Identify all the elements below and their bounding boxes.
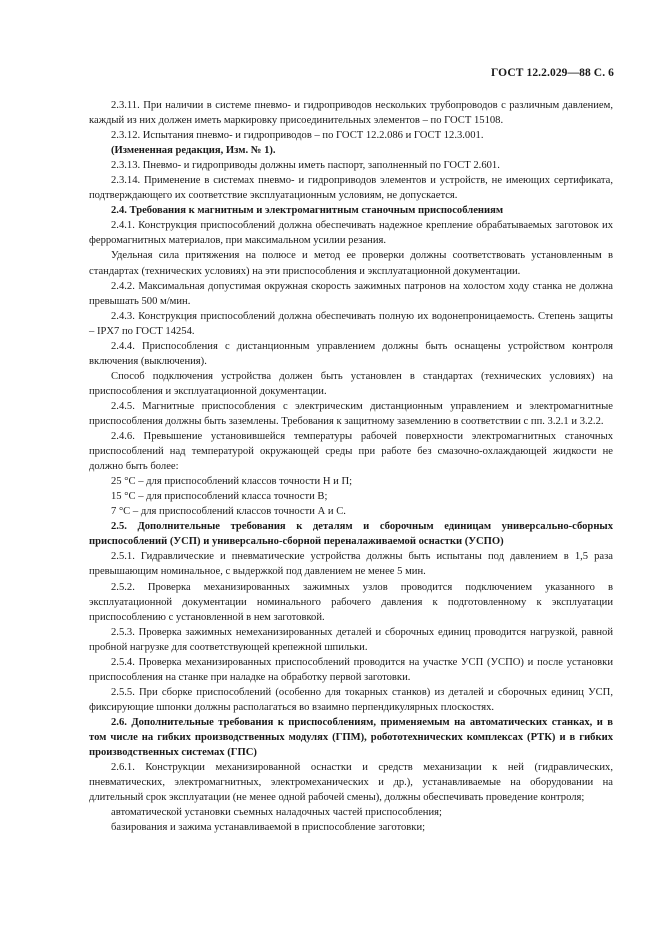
paragraph-2-6-1: 2.6.1. Конструкции механизированной оснастки и средств механизации к ней (гидравлических, пневматических, электромагнитных, электромеханических и др.), устанавливаемые на оборудовании на длительный срок эксплуатации (не менее одной рабочей смены), должны обеспечивать проведение контроля; (89, 762, 613, 804)
section-heading-2-6: 2.6. Дополнительные требования к приспособлениям, применяемым на автоматических станках, и в том числе на гибких производственных модулях (ГПМ), робототехнических комплексах (РТК) и в гибких производственных системах (ГПС) (89, 716, 613, 759)
list-item-temp-25: 25 °С – для приспособлений классов точности Н и П; (111, 476, 353, 488)
list-item-auto-install: автоматической установки съемных наладочных частей приспособления; (111, 807, 442, 819)
paragraph-2-5-2: 2.5.2. Проверка механизированных зажимных узлов проводится подключением указанного в эксплуатационной документации номинального рабочего давления к подготовленному к эксплуатации приспособлению с установленной в нем заготовкой. (89, 581, 613, 623)
paragraph-attraction-force: Удельная сила притяжения на полюсе и метод ее проверки должны соответствовать установленным в стандартах (технических условиях) на эти приспособления и эксплуатационной документации. (89, 250, 613, 277)
paragraph-2-4-1: 2.4.1. Конструкция приспособлений должна обеспечивать надежное крепление обрабатываемых заготовок их ферромагнитных материалов, при максимальном усилии резания. (89, 220, 613, 247)
section-heading-2-5: 2.5. Дополнительные требования к деталям и сборочным единицам универсально-сборных приспособлений (УСП) и универсально-сборной переналаживаемой оснастки (УСПО) (89, 521, 613, 548)
paragraph-2-3-11: 2.3.11. При наличии в системе пневмо- и гидроприводов нескольких трубопроводов с различным давлением, каждый из них должен иметь маркировку присоединительных элементов – по ГОСТ 15108. (89, 100, 613, 127)
list-item-temp-7: 7 °С – для приспособлений классов точности А и С. (111, 506, 346, 518)
paragraph-2-5-4: 2.5.4. Проверка механизированных приспособлений проводится на участке УСП (УСПО) и после установки приспособления на станке при наладке на обработку первой заготовки. (89, 656, 613, 683)
page-header: ГОСТ 12.2.029—88 С. 6 (491, 67, 614, 79)
paragraph-2-5-3: 2.5.3. Проверка зажимных немеханизированных деталей и сборочных единиц проводится нагрузкой, равной пробной нагрузке для соответствующей крепежной шпильки. (89, 626, 613, 653)
amendment-note: (Измененная редакция, Изм. № 1). (111, 145, 276, 157)
paragraph-2-5-1: 2.5.1. Гидравлические и пневматические устройства должны быть испытаны под давлением в 1,5 раза превышающим номинальное, с выдержкой под давлением не менее 5 мин. (89, 551, 613, 578)
paragraph-2-3-13: 2.3.13. Пневмо- и гидроприводы должны иметь паспорт, заполненный по ГОСТ 2.601. (111, 160, 500, 172)
paragraph-2-5-5: 2.5.5. При сборке приспособлений (особенно для токарных станков) из деталей и сборочных единиц УСП, фиксирующие шпонки должны располагаться во взаимно перпендикулярных плоскостях. (89, 686, 613, 713)
paragraph-2-4-6: 2.4.6. Превышение установившейся температуры рабочей поверхности электромагнитных станочных приспособлений над температурой окружающей среды при работе без смазочно-охлаждающей жидкости не должно быть более: (89, 431, 613, 473)
paragraph-2-4-5: 2.4.5. Магнитные приспособления с электрическим дистанционным управлением и электромагнитные приспособления должны быть заземлены. Требования к защитному заземлению в соответствии с пп. 3.2.1 и 3.2.2. (89, 400, 613, 427)
paragraph-2-4-4: 2.4.4. Приспособления с дистанционным управлением должны быть оснащены устройством контроля включения (выключения). (89, 340, 613, 367)
document-body (89, 98, 613, 835)
paragraph-2-4-2: 2.4.2. Максимальная допустимая окружная скорость зажимных патронов на холостом ходу станка не должна превышать 500 м/мин. (89, 280, 613, 307)
list-item-temp-15: 15 °С – для приспособлений класса точности В; (111, 491, 328, 503)
paragraph-2-3-14: 2.3.14. Применение в системах пневмо- и гидроприводов элементов и устройств, не имеющих сертификата, подтверждающего их соответствие эксплуатационным условиям, не допускается. (89, 175, 613, 202)
section-heading-2-4: 2.4. Требования к магнитным и электромагнитным станочным приспособлениям (111, 205, 504, 217)
paragraph-2-3-12: 2.3.12. Испытания пневмо- и гидроприводов – по ГОСТ 12.2.086 и ГОСТ 12.3.001. (111, 130, 484, 142)
list-item-basing-clamping: базирования и зажима устанавливаемой в приспособление заготовки; (111, 822, 426, 834)
paragraph-2-4-3: 2.4.3. Конструкция приспособлений должна обеспечивать полную их водонепроницаемость. Степень защиты – IPX7 по ГОСТ 14254. (89, 310, 613, 337)
paragraph-connection-method: Способ подключения устройства должен быть установлен в стандартах (технических условиях) на приспособления и эксплуатационной документации. (89, 370, 613, 397)
